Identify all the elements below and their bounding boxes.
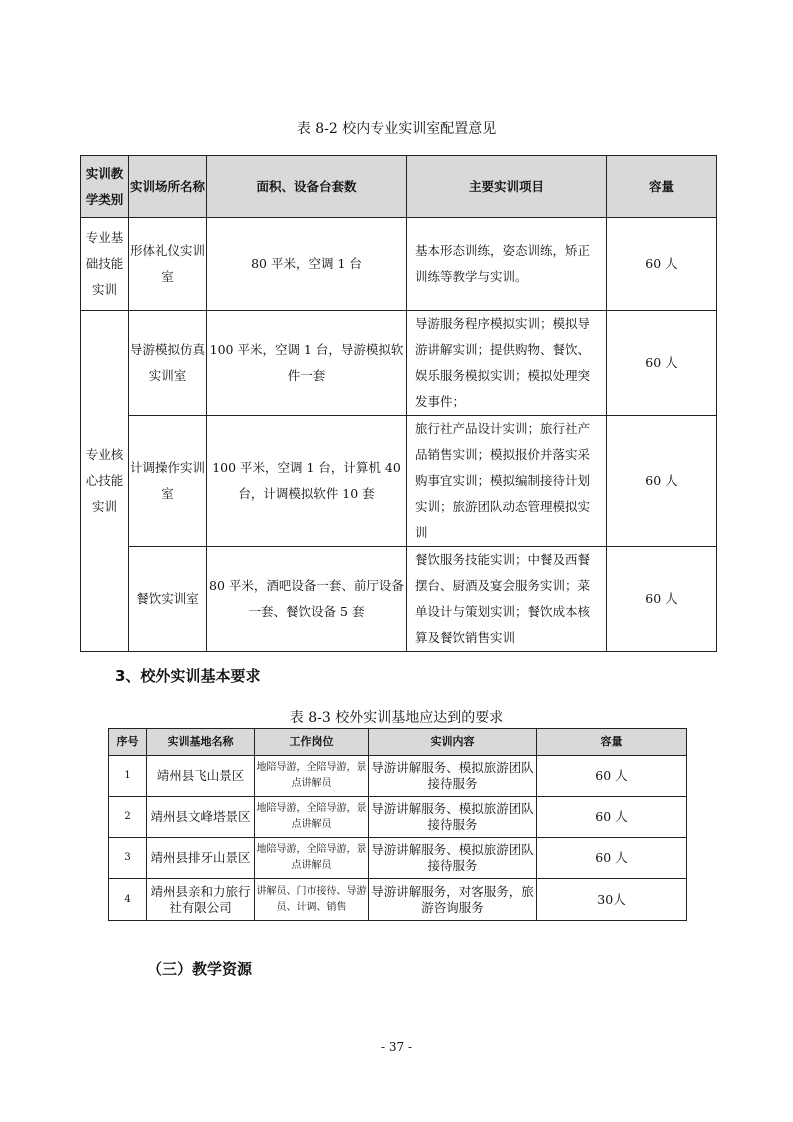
cell-content: 导游讲解服务、模拟旅游团队接待服务 xyxy=(369,838,537,879)
cell-no: 4 xyxy=(109,879,147,921)
table-header-row xyxy=(109,729,687,756)
table-header-row xyxy=(81,156,717,218)
cell-room: 餐饮实训室 xyxy=(129,547,207,652)
table1-caption: 表 8-2 校内专业实训室配置意见 xyxy=(296,121,497,137)
cell-no: 1 xyxy=(109,756,147,797)
header-no: 序号 xyxy=(109,729,147,756)
cell-items: 基本形态训练，姿态训练，矫正训练等教学与实训。 xyxy=(407,218,607,311)
cell-capacity: 60 人 xyxy=(607,311,717,416)
cell-items: 餐饮服务技能实训；中餐及西餐摆台、厨酒及宴会服务实训；菜单设计与策划实训；餐饮成本核算及餐饮销售实训 xyxy=(407,547,607,652)
table-row xyxy=(81,218,717,311)
cell-capacity: 60 人 xyxy=(607,416,717,547)
cell-content: 导游讲解服务，对客服务，旅游咨询服务 xyxy=(369,879,537,921)
header-jobs: 工作岗位 xyxy=(255,729,369,756)
section-heading-teaching-resources: （三）教学资源 xyxy=(147,960,253,978)
cell-capacity: 60 人 xyxy=(537,756,687,797)
cell-capacity: 60 人 xyxy=(537,797,687,838)
cell-area: 100 平米，空调 1 台，导游模拟软件一套 xyxy=(207,311,407,416)
internal-training-table xyxy=(80,155,717,652)
cell-jobs: 地陪导游，全陪导游，景点讲解员 xyxy=(255,797,369,838)
cell-name: 靖州县亲和力旅行社有限公司 xyxy=(147,879,255,921)
cell-room: 形体礼仪实训室 xyxy=(129,218,207,311)
header-content: 实训内容 xyxy=(369,729,537,756)
cell-jobs: 讲解员、门市接待、导游员、计调、销售 xyxy=(255,879,369,921)
cell-category: 专业核心技能实训 xyxy=(81,311,129,652)
cell-area: 80 平米，酒吧设备一套、前厅设备一套、餐饮设备 5 套 xyxy=(207,547,407,652)
cell-room: 导游模拟仿真实训室 xyxy=(129,311,207,416)
header-capacity: 容量 xyxy=(607,156,717,218)
header-items: 主要实训项目 xyxy=(407,156,607,218)
cell-no: 3 xyxy=(109,838,147,879)
cell-capacity: 60 人 xyxy=(607,218,717,311)
cell-content: 导游讲解服务、模拟旅游团队接待服务 xyxy=(369,797,537,838)
cell-content: 导游讲解服务、模拟旅游团队接待服务 xyxy=(369,756,537,797)
cell-name: 靖州县文峰塔景区 xyxy=(147,797,255,838)
header-room: 实训场所名称 xyxy=(129,156,207,218)
table-row xyxy=(81,311,717,416)
cell-no: 2 xyxy=(109,797,147,838)
cell-capacity: 60 人 xyxy=(537,838,687,879)
external-training-table xyxy=(108,728,687,921)
cell-area: 80 平米，空调 1 台 xyxy=(207,218,407,311)
page-number: - 37 - xyxy=(380,1040,412,1054)
cell-items: 导游服务程序模拟实训；模拟导游讲解实训；提供购物、餐饮、娱乐服务模拟实训；模拟处理突发事件； xyxy=(407,311,607,416)
header-capacity: 容量 xyxy=(537,729,687,756)
table-row xyxy=(109,879,687,921)
header-area: 面积、设备台套数 xyxy=(207,156,407,218)
table-row xyxy=(81,547,717,652)
cell-capacity: 60 人 xyxy=(607,547,717,652)
cell-capacity: 30人 xyxy=(537,879,687,921)
cell-room: 计调操作实训室 xyxy=(129,416,207,547)
table-row xyxy=(109,838,687,879)
table-row xyxy=(109,797,687,838)
table2-caption: 表 8-3 校外实训基地应达到的要求 xyxy=(289,710,504,726)
header-category: 实训教学类别 xyxy=(81,156,129,218)
header-name: 实训基地名称 xyxy=(147,729,255,756)
cell-name: 靖州县排牙山景区 xyxy=(147,838,255,879)
table-row xyxy=(81,416,717,547)
cell-items: 旅行社产品设计实训；旅行社产品销售实训；模拟报价并落实采购事宜实训；模拟编制接待计划实训；旅游团队动态管理模拟实训 xyxy=(407,416,607,547)
cell-area: 100 平米，空调 1 台，计算机 40 台，计调模拟软件 10 套 xyxy=(207,416,407,547)
cell-jobs: 地陪导游，全陪导游，景点讲解员 xyxy=(255,756,369,797)
section-heading-external-training: 3、校外实训基本要求 xyxy=(115,667,261,685)
cell-category: 专业基础技能实训 xyxy=(81,218,129,311)
table-row xyxy=(109,756,687,797)
cell-jobs: 地陪导游，全陪导游，景点讲解员 xyxy=(255,838,369,879)
cell-name: 靖州县飞山景区 xyxy=(147,756,255,797)
